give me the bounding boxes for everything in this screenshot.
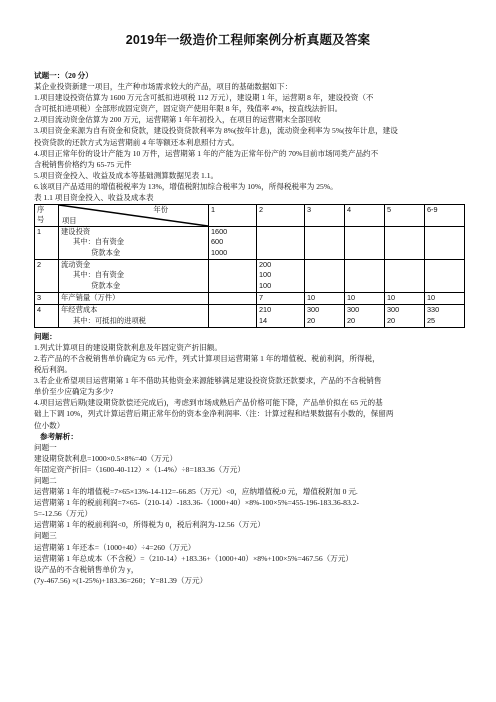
cell-value: 10 bbox=[347, 292, 356, 302]
cell-value: 200 bbox=[259, 260, 272, 270]
cell-value: 300 bbox=[387, 305, 400, 315]
row-item-label: 流动资金 bbox=[61, 260, 91, 270]
cell-value: 1600 bbox=[211, 227, 228, 237]
row-number: 3 bbox=[35, 292, 59, 304]
value-cell bbox=[385, 305, 425, 328]
cell-value: 10 bbox=[387, 292, 396, 302]
header-seq: 序 号 bbox=[35, 205, 59, 227]
row-item-label: 贷款本金 bbox=[91, 280, 121, 290]
row-item bbox=[59, 260, 209, 293]
question-line: 4.项目运营后期(建设期贷款偿还完成后)，考虑到市场成熟后产品价格可能下降，产品单价拟在 65 元的基 bbox=[34, 398, 383, 408]
cost-table bbox=[34, 204, 465, 328]
intro-line: 含可抵扣进项税）全部形成固定资产，固定资产使用年限 8 年，残值率 4%，按直线法折旧。 bbox=[34, 104, 343, 114]
cell-value: 20 bbox=[387, 315, 396, 325]
intro-section bbox=[34, 81, 466, 203]
header-year-3: 3 bbox=[305, 205, 345, 227]
question-line: 3.若企业希望项目运营期第 1 年不借助其他资金来源能够满足建设投资贷款还款要求，产品的不含税销售 bbox=[34, 376, 382, 386]
header-year-5: 5 bbox=[385, 205, 425, 227]
value-cell bbox=[305, 305, 345, 328]
answer-line: 5=-12.56（万元） bbox=[34, 509, 93, 519]
row-item-label: 其中：自有资金 bbox=[73, 237, 125, 247]
value-cell bbox=[209, 292, 257, 304]
value-cell bbox=[385, 292, 425, 304]
intro-line: 3.项目资金来源为自有资金和贷款，建设投资贷款利率为 8%(按年计息)，流动资金利率为 5%(按年计息，建设 bbox=[34, 126, 398, 136]
value-cell bbox=[425, 305, 465, 328]
value-cell bbox=[209, 227, 257, 260]
answer-line: 运营期第 1 年还本=（1000+40）÷4=260（万元） bbox=[34, 542, 196, 552]
answer-line: (7y-467.56) ×(1-25%)+183.36=260；Y=81.39（万元） bbox=[34, 575, 208, 585]
value-cell bbox=[345, 292, 385, 304]
question-line: 位小数） bbox=[34, 420, 65, 430]
table-row bbox=[35, 305, 465, 328]
header-year: 年份 bbox=[153, 205, 168, 215]
table-row bbox=[35, 260, 465, 293]
document-title: 2019年一级造价工程师案例分析真题及答案 bbox=[125, 33, 371, 47]
value-cell bbox=[257, 227, 305, 260]
value-cell bbox=[209, 260, 257, 293]
value-cell bbox=[209, 305, 257, 328]
cell-value: 20 bbox=[347, 315, 356, 325]
document-body bbox=[34, 70, 466, 586]
question-line: 单价至少应确定为多少? bbox=[34, 387, 114, 397]
value-cell bbox=[425, 292, 465, 304]
answer-line: 年固定资产折旧=（1600-40-112）×（1-4%）÷8=183.36（万元） bbox=[34, 464, 245, 474]
intro-line: 某企业投资新建一项目，生产种市场需求较大的产品，项目的基础数据如下： bbox=[34, 82, 293, 92]
row-number: 1 bbox=[35, 227, 59, 260]
row-number: 4 bbox=[35, 305, 59, 328]
cell-value: 100 bbox=[259, 270, 272, 280]
intro-line: 表 1.1 项目资金投入、收益及成本表 bbox=[34, 193, 154, 203]
header-item: 项目 bbox=[62, 215, 77, 225]
value-cell bbox=[305, 227, 345, 260]
cell-value: 20 bbox=[307, 315, 316, 325]
question-line: 2.若产品的不含税销售单价确定为 65 元/件，列式计算项目运营期第 1 年的增值税、税前利润，所得税， bbox=[34, 353, 380, 363]
answer-line: 运营期第 1 年的税前利润=7×65-（210-14）-183.36-（1000+40）×8%-100×5%=455-196-183.36-83.2- bbox=[34, 498, 359, 508]
value-cell bbox=[257, 292, 305, 304]
row-number: 2 bbox=[35, 260, 59, 293]
cell-value: 10 bbox=[307, 292, 316, 302]
row-item bbox=[59, 227, 209, 260]
answer-line: 建设期贷款利息=1000×0.5×8%=40（万元） bbox=[34, 453, 178, 463]
answer-line: 运营期第 1 年总成本（不含税）=（210-14）+183.36+（1000+40）×8%+100×5%=467.56（万元） bbox=[34, 553, 354, 563]
intro-line: 6.该项目产品适用的增值税税率为 13%，增值税附加综合税率为 10%，所得税税率为 25%。 bbox=[34, 181, 338, 191]
intro-line: 含税销售价格约为 65-75 元件 bbox=[34, 159, 132, 169]
intro-line: 1.项目建设投资估算为 1600 万元含可抵扣进项税 112 万元），建设期 1 年，运营期 8 年，建设投资（不 bbox=[34, 93, 374, 103]
cell-value: 300 bbox=[307, 305, 320, 315]
row-item bbox=[59, 292, 209, 304]
cell-value: 100 bbox=[259, 280, 272, 290]
answer-line: 问题三 bbox=[34, 531, 57, 541]
question-line: 税后利润。 bbox=[34, 365, 72, 375]
value-cell bbox=[385, 227, 425, 260]
value-cell bbox=[257, 305, 305, 328]
value-cell bbox=[425, 260, 465, 293]
answers-section bbox=[34, 442, 466, 586]
cell-value: 600 bbox=[211, 237, 224, 247]
header-diagonal-cell bbox=[59, 205, 209, 227]
answer-line: 运营期第 1 年的税前利润<0，所得税为 0，税后利润为-12.56（万元） bbox=[34, 520, 265, 530]
intro-line: 4.项目正常年份的设计产能为 10 万件，运营期第 1 年的产能为正常年份产的 70%目前市场同类产品约不 bbox=[34, 148, 379, 158]
cell-value: 300 bbox=[347, 305, 360, 315]
cell-value: 330 bbox=[427, 305, 440, 315]
cell-value: 10 bbox=[427, 292, 436, 302]
row-item bbox=[59, 305, 209, 328]
value-cell bbox=[345, 305, 385, 328]
table-row bbox=[35, 292, 465, 304]
value-cell bbox=[257, 260, 305, 293]
intro-line: 投资贷款的还款方式为运营期前 4 年等额还本利息照付方式。 bbox=[34, 137, 240, 147]
value-cell bbox=[385, 260, 425, 293]
question-one-header: 试题一：（20 分） bbox=[34, 71, 93, 80]
table-row bbox=[35, 227, 465, 260]
question-line: 础上下调 10%，列式计算运营后期正常年份的资本金净利润率.（注：计算过程和结果数据有小数的，保留两 bbox=[34, 409, 394, 419]
row-item-label: 贷款本金 bbox=[91, 247, 121, 257]
cell-value: 7 bbox=[259, 292, 264, 302]
header-year-2: 2 bbox=[257, 205, 305, 227]
table-body bbox=[35, 227, 465, 328]
questions-header: 问题： bbox=[34, 331, 57, 341]
cell-value: 210 bbox=[259, 305, 272, 315]
header-year-1: 1 bbox=[209, 205, 257, 227]
intro-line: 2.项目流动资金估算为 200 万元，运营期第 1 年年初投入，在项目的运营期末全部回收 bbox=[34, 115, 321, 125]
answer-line: 问题二 bbox=[34, 476, 57, 486]
row-item-label: 其中：可抵扣的进项税 bbox=[73, 315, 146, 325]
intro-line: 5.项目资金投入、收益及成本等基础测算数据见表 1.1。 bbox=[34, 170, 219, 180]
value-cell bbox=[425, 227, 465, 260]
row-item-label: 年产销量（万件） bbox=[61, 292, 120, 302]
row-item-label: 年经营成本 bbox=[61, 305, 98, 315]
value-cell bbox=[345, 227, 385, 260]
header-year-4: 4 bbox=[345, 205, 385, 227]
question-line: 1.列式计算项目的建设期贷款利息及年固定资产折旧额。 bbox=[34, 342, 222, 352]
reference-header: 参考解析： bbox=[40, 431, 78, 441]
row-item-label: 其中：自有资金 bbox=[73, 270, 125, 280]
cell-value: 14 bbox=[259, 315, 268, 325]
answer-line: 设产品的不含税销售单价为 y， bbox=[34, 564, 139, 574]
value-cell bbox=[305, 260, 345, 293]
answer-line: 问题一 bbox=[34, 442, 57, 452]
answer-line: 运营期第 1 年的增值税=7×65×13%-14-112=-66.85（万元）<0，应纳增值税:0 元，增值税附加 0 元. bbox=[34, 487, 358, 497]
header-year-6-9: 6-9 bbox=[425, 205, 465, 227]
row-item-label: 建设投资 bbox=[61, 227, 91, 237]
value-cell bbox=[305, 292, 345, 304]
cell-value: 25 bbox=[427, 315, 436, 325]
value-cell bbox=[345, 260, 385, 293]
diagonal-line bbox=[59, 205, 208, 226]
cell-value: 1000 bbox=[211, 247, 228, 257]
questions-section bbox=[34, 342, 466, 431]
